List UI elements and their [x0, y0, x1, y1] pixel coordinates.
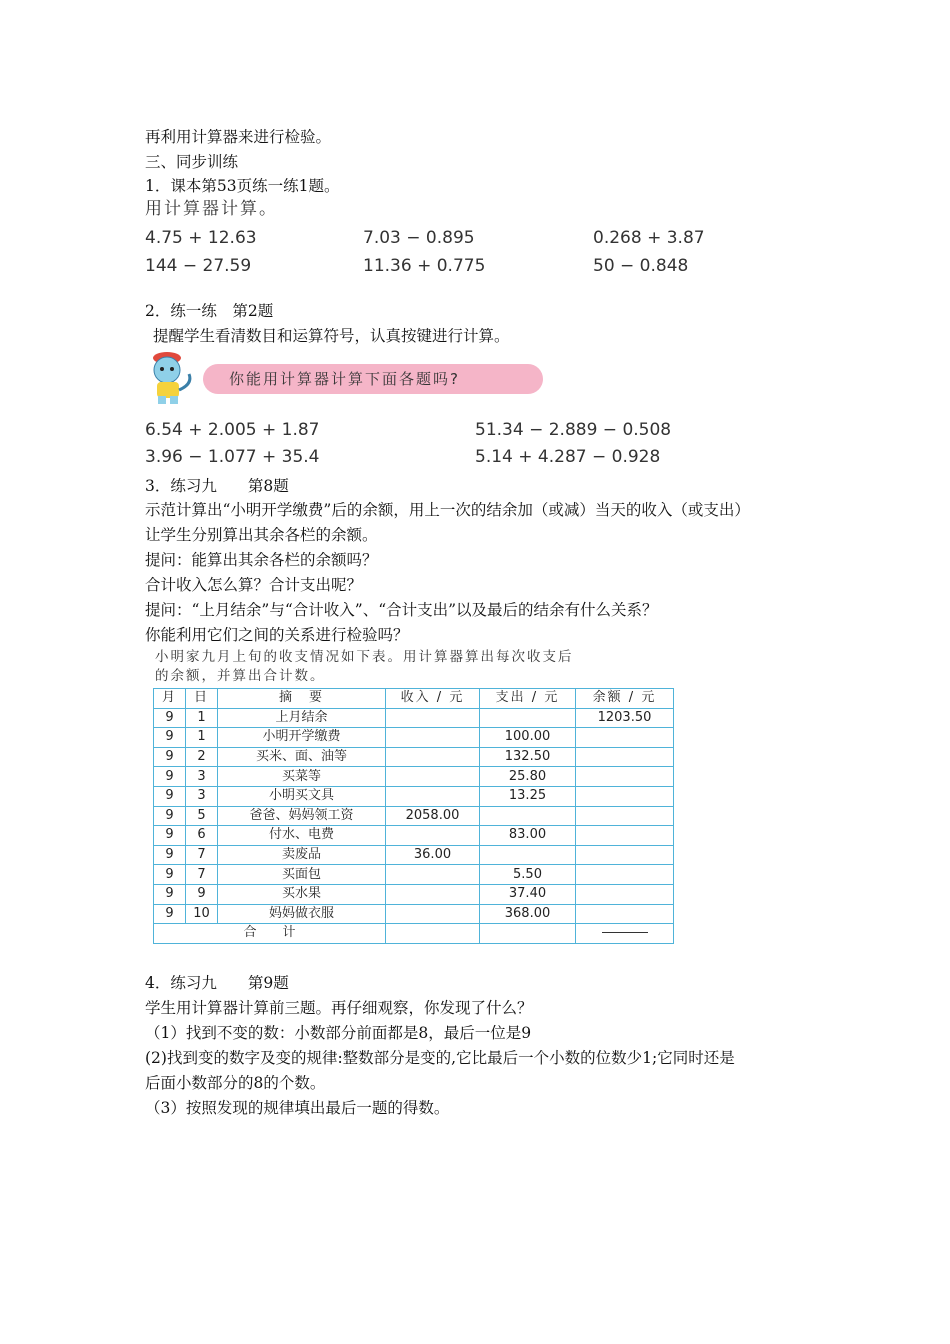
cell-expense: 25.80	[480, 767, 576, 787]
cell-expense: 13.25	[480, 786, 576, 806]
q2-banner-text: 你能用计算器计算下面各题吗?	[203, 364, 543, 394]
q4-line: (2)找到变的数字及变的规律:整数部分是变的,它比最后一个小数的位数少1;它同时还是	[145, 1049, 735, 1067]
cell-balance	[576, 865, 674, 885]
cat-mascot-icon	[145, 350, 205, 408]
cell-month: 9	[154, 708, 186, 728]
cell-income: 2058.00	[386, 806, 480, 826]
q1-expr: 50 − 0.848	[593, 256, 689, 276]
cell-balance	[576, 728, 674, 748]
q1-expr: 0.268 + 3.87	[593, 228, 705, 248]
cell-day: 7	[186, 845, 218, 865]
cell-expense: 83.00	[480, 826, 576, 846]
cell-day: 1	[186, 728, 218, 748]
cell-income: 36.00	[386, 845, 480, 865]
cell-balance	[576, 767, 674, 787]
q3-line: 合计收入怎么算？合计支出呢？	[145, 576, 363, 594]
q1-heading: 用计算器计算。	[145, 199, 278, 219]
q3-line: 让学生分别算出其余各栏的余额。	[145, 526, 378, 544]
cell-month: 9	[154, 747, 186, 767]
cell-expense: 37.40	[480, 884, 576, 904]
table-total-row	[154, 924, 674, 944]
table-caption-2: 的余额，并算出合计数。	[155, 668, 326, 684]
cell-day: 7	[186, 865, 218, 885]
q4-line: （3）按照发现的规律填出最后一题的得数。	[145, 1099, 450, 1117]
table-caption-1: 小明家九月上旬的收支情况如下表。用计算器算出每次收支后	[155, 649, 574, 665]
cell-balance	[576, 826, 674, 846]
q1-expr: 144 − 27.59	[145, 256, 252, 276]
q3-line: 提问：能算出其余各栏的余额吗？	[145, 551, 378, 569]
cell-expense	[480, 845, 576, 865]
q1-expr: 7.03 − 0.895	[363, 228, 475, 248]
q2-expr: 3.96 − 1.077 + 35.4	[145, 447, 320, 467]
cell-income	[386, 708, 480, 728]
q3-line: 你能利用它们之间的关系进行检验吗？	[145, 626, 409, 644]
q1-expr: 11.36 + 0.775	[363, 256, 486, 276]
cell-expense: 368.00	[480, 904, 576, 924]
table-row	[154, 767, 674, 787]
cell-balance	[576, 884, 674, 904]
cell-month: 9	[154, 865, 186, 885]
ledger-table	[153, 688, 674, 944]
section3-title: 三、同步训练	[145, 153, 239, 171]
cell-month: 9	[154, 786, 186, 806]
q4-line: （1）找到不变的数：小数部分前面都是8，最后一位是9	[145, 1024, 532, 1042]
q2-title: 2．练一练 第2题	[145, 302, 274, 320]
cell-balance	[576, 786, 674, 806]
table-row	[154, 845, 674, 865]
total-balance	[576, 924, 674, 944]
cell-day: 1	[186, 708, 218, 728]
cell-expense	[480, 708, 576, 728]
q3-line: 示范计算出“小明开学缴费”后的余额，用上一次的结余加（或减）当天的收入（或支出）	[145, 501, 750, 519]
cell-summary: 上月结余	[218, 708, 386, 728]
q3-line: 提问：“上月结余”与“合计收入”、“合计支出”以及最后的结余有什么关系？	[145, 601, 658, 619]
q4-line: 学生用计算器计算前三题。再仔细观察，你发现了什么？	[145, 999, 533, 1017]
table-row	[154, 806, 674, 826]
cell-summary: 妈妈做衣服	[218, 904, 386, 924]
cell-day: 3	[186, 767, 218, 787]
cell-summary: 买菜等	[218, 767, 386, 787]
cell-day: 3	[186, 786, 218, 806]
dash-mark	[602, 932, 648, 933]
q4-line: 后面小数部分的8的个数。	[145, 1074, 326, 1092]
cell-day: 10	[186, 904, 218, 924]
cell-month: 9	[154, 884, 186, 904]
header-expense: 支出 / 元	[480, 689, 576, 709]
table-row	[154, 728, 674, 748]
q2-note: 提醒学生看清数目和运算符号，认真按键进行计算。	[153, 327, 510, 345]
header-summary: 摘 要	[218, 689, 386, 709]
cell-summary: 付水、电费	[218, 826, 386, 846]
header-balance: 余额 / 元	[576, 689, 674, 709]
cell-expense: 132.50	[480, 747, 576, 767]
cell-month: 9	[154, 904, 186, 924]
cell-income	[386, 826, 480, 846]
q3-title: 3．练习九 第8题	[145, 477, 289, 495]
total-expense	[480, 924, 576, 944]
cell-day: 2	[186, 747, 218, 767]
q2-banner	[145, 352, 545, 408]
cell-expense: 5.50	[480, 865, 576, 885]
cell-expense: 100.00	[480, 728, 576, 748]
cell-income	[386, 747, 480, 767]
cell-summary: 小明买文具	[218, 786, 386, 806]
cell-month: 9	[154, 767, 186, 787]
q1-expr: 4.75 + 12.63	[145, 228, 257, 248]
cell-balance	[576, 845, 674, 865]
header-income: 收入 / 元	[386, 689, 480, 709]
cell-summary: 小明开学缴费	[218, 728, 386, 748]
header-month: 月	[154, 689, 186, 709]
intro-line: 再利用计算器来进行检验。	[145, 128, 332, 146]
q2-expr: 51.34 − 2.889 − 0.508	[475, 420, 672, 440]
cell-income	[386, 865, 480, 885]
cell-month: 9	[154, 826, 186, 846]
cell-summary: 爸爸、妈妈领工资	[218, 806, 386, 826]
table-row	[154, 865, 674, 885]
q1-title: 1．课本第53页练一练1题。	[145, 177, 340, 195]
cell-income	[386, 884, 480, 904]
cell-balance	[576, 806, 674, 826]
cell-balance	[576, 904, 674, 924]
cell-day: 6	[186, 826, 218, 846]
cell-month: 9	[154, 845, 186, 865]
cell-day: 9	[186, 884, 218, 904]
cell-summary: 买米、面、油等	[218, 747, 386, 767]
cell-summary: 买水果	[218, 884, 386, 904]
cell-income	[386, 904, 480, 924]
cell-summary: 卖废品	[218, 845, 386, 865]
cell-month: 9	[154, 806, 186, 826]
cell-income	[386, 786, 480, 806]
cell-summary: 买面包	[218, 865, 386, 885]
q2-expr: 6.54 + 2.005 + 1.87	[145, 420, 320, 440]
cell-balance: 1203.50	[576, 708, 674, 728]
cell-day: 5	[186, 806, 218, 826]
cell-month: 9	[154, 728, 186, 748]
cell-balance	[576, 747, 674, 767]
total-income	[386, 924, 480, 944]
table-row	[154, 904, 674, 924]
table-row	[154, 747, 674, 767]
table-row	[154, 708, 674, 728]
total-label: 合 计	[154, 924, 386, 944]
q4-title: 4．练习九 第9题	[145, 974, 289, 992]
cell-expense	[480, 806, 576, 826]
table-row	[154, 884, 674, 904]
table-header-row	[154, 689, 674, 709]
q2-expr: 5.14 + 4.287 − 0.928	[475, 447, 661, 467]
table-row	[154, 786, 674, 806]
table-row	[154, 826, 674, 846]
cell-income	[386, 728, 480, 748]
cell-income	[386, 767, 480, 787]
header-day: 日	[186, 689, 218, 709]
